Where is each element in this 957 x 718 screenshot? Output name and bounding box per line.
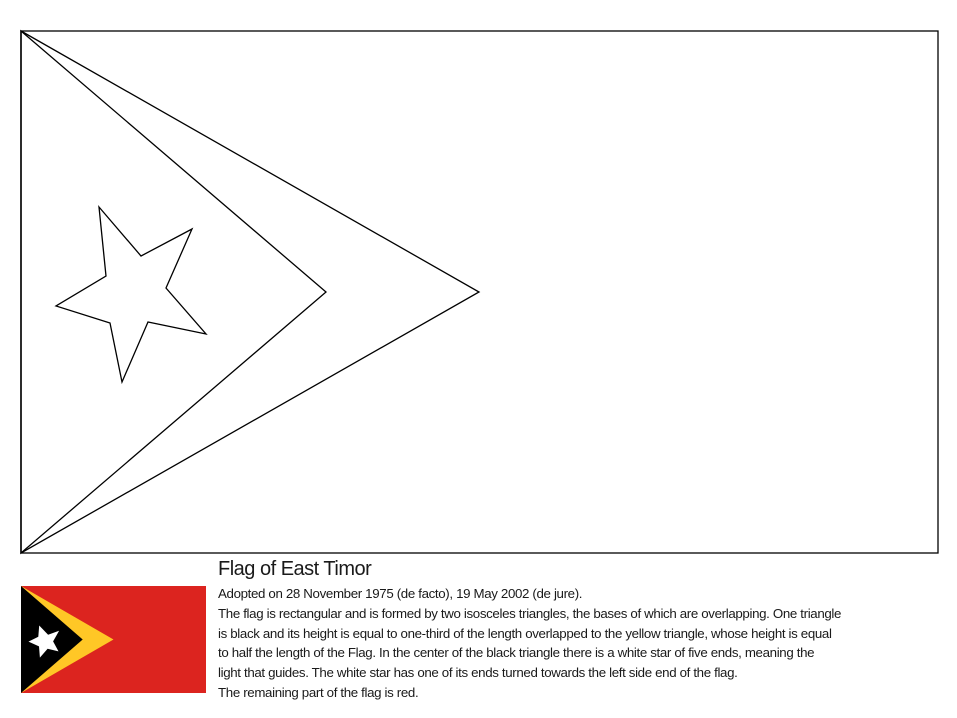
- caption-description-line: light that guides. The white star has one of its ends turned towards the left side end of the flag.: [218, 665, 738, 681]
- caption-adopted-date: Adopted on 28 November 1975 (de facto), 19 May 2002 (de jure).: [218, 586, 583, 601]
- caption-description-line: The remaining part of the flag is red.: [218, 684, 419, 700]
- caption-description-line: is black and its height is equal to one-third of the length overlapped to the yellow triangle, whose height is equal: [218, 625, 832, 641]
- flag-caption: [218, 556, 918, 703]
- caption-title: Flag of East Timor: [218, 558, 372, 580]
- color-flag-thumbnail: [21, 586, 206, 693]
- caption-description-line: The flag is rectangular and is formed by two isosceles triangles, the bases of which are overlapping. One triangle: [218, 605, 842, 621]
- caption-description-line: to half the length of the Flag. In the center of the black triangle there is a white star of five ends, meaning the: [218, 645, 815, 661]
